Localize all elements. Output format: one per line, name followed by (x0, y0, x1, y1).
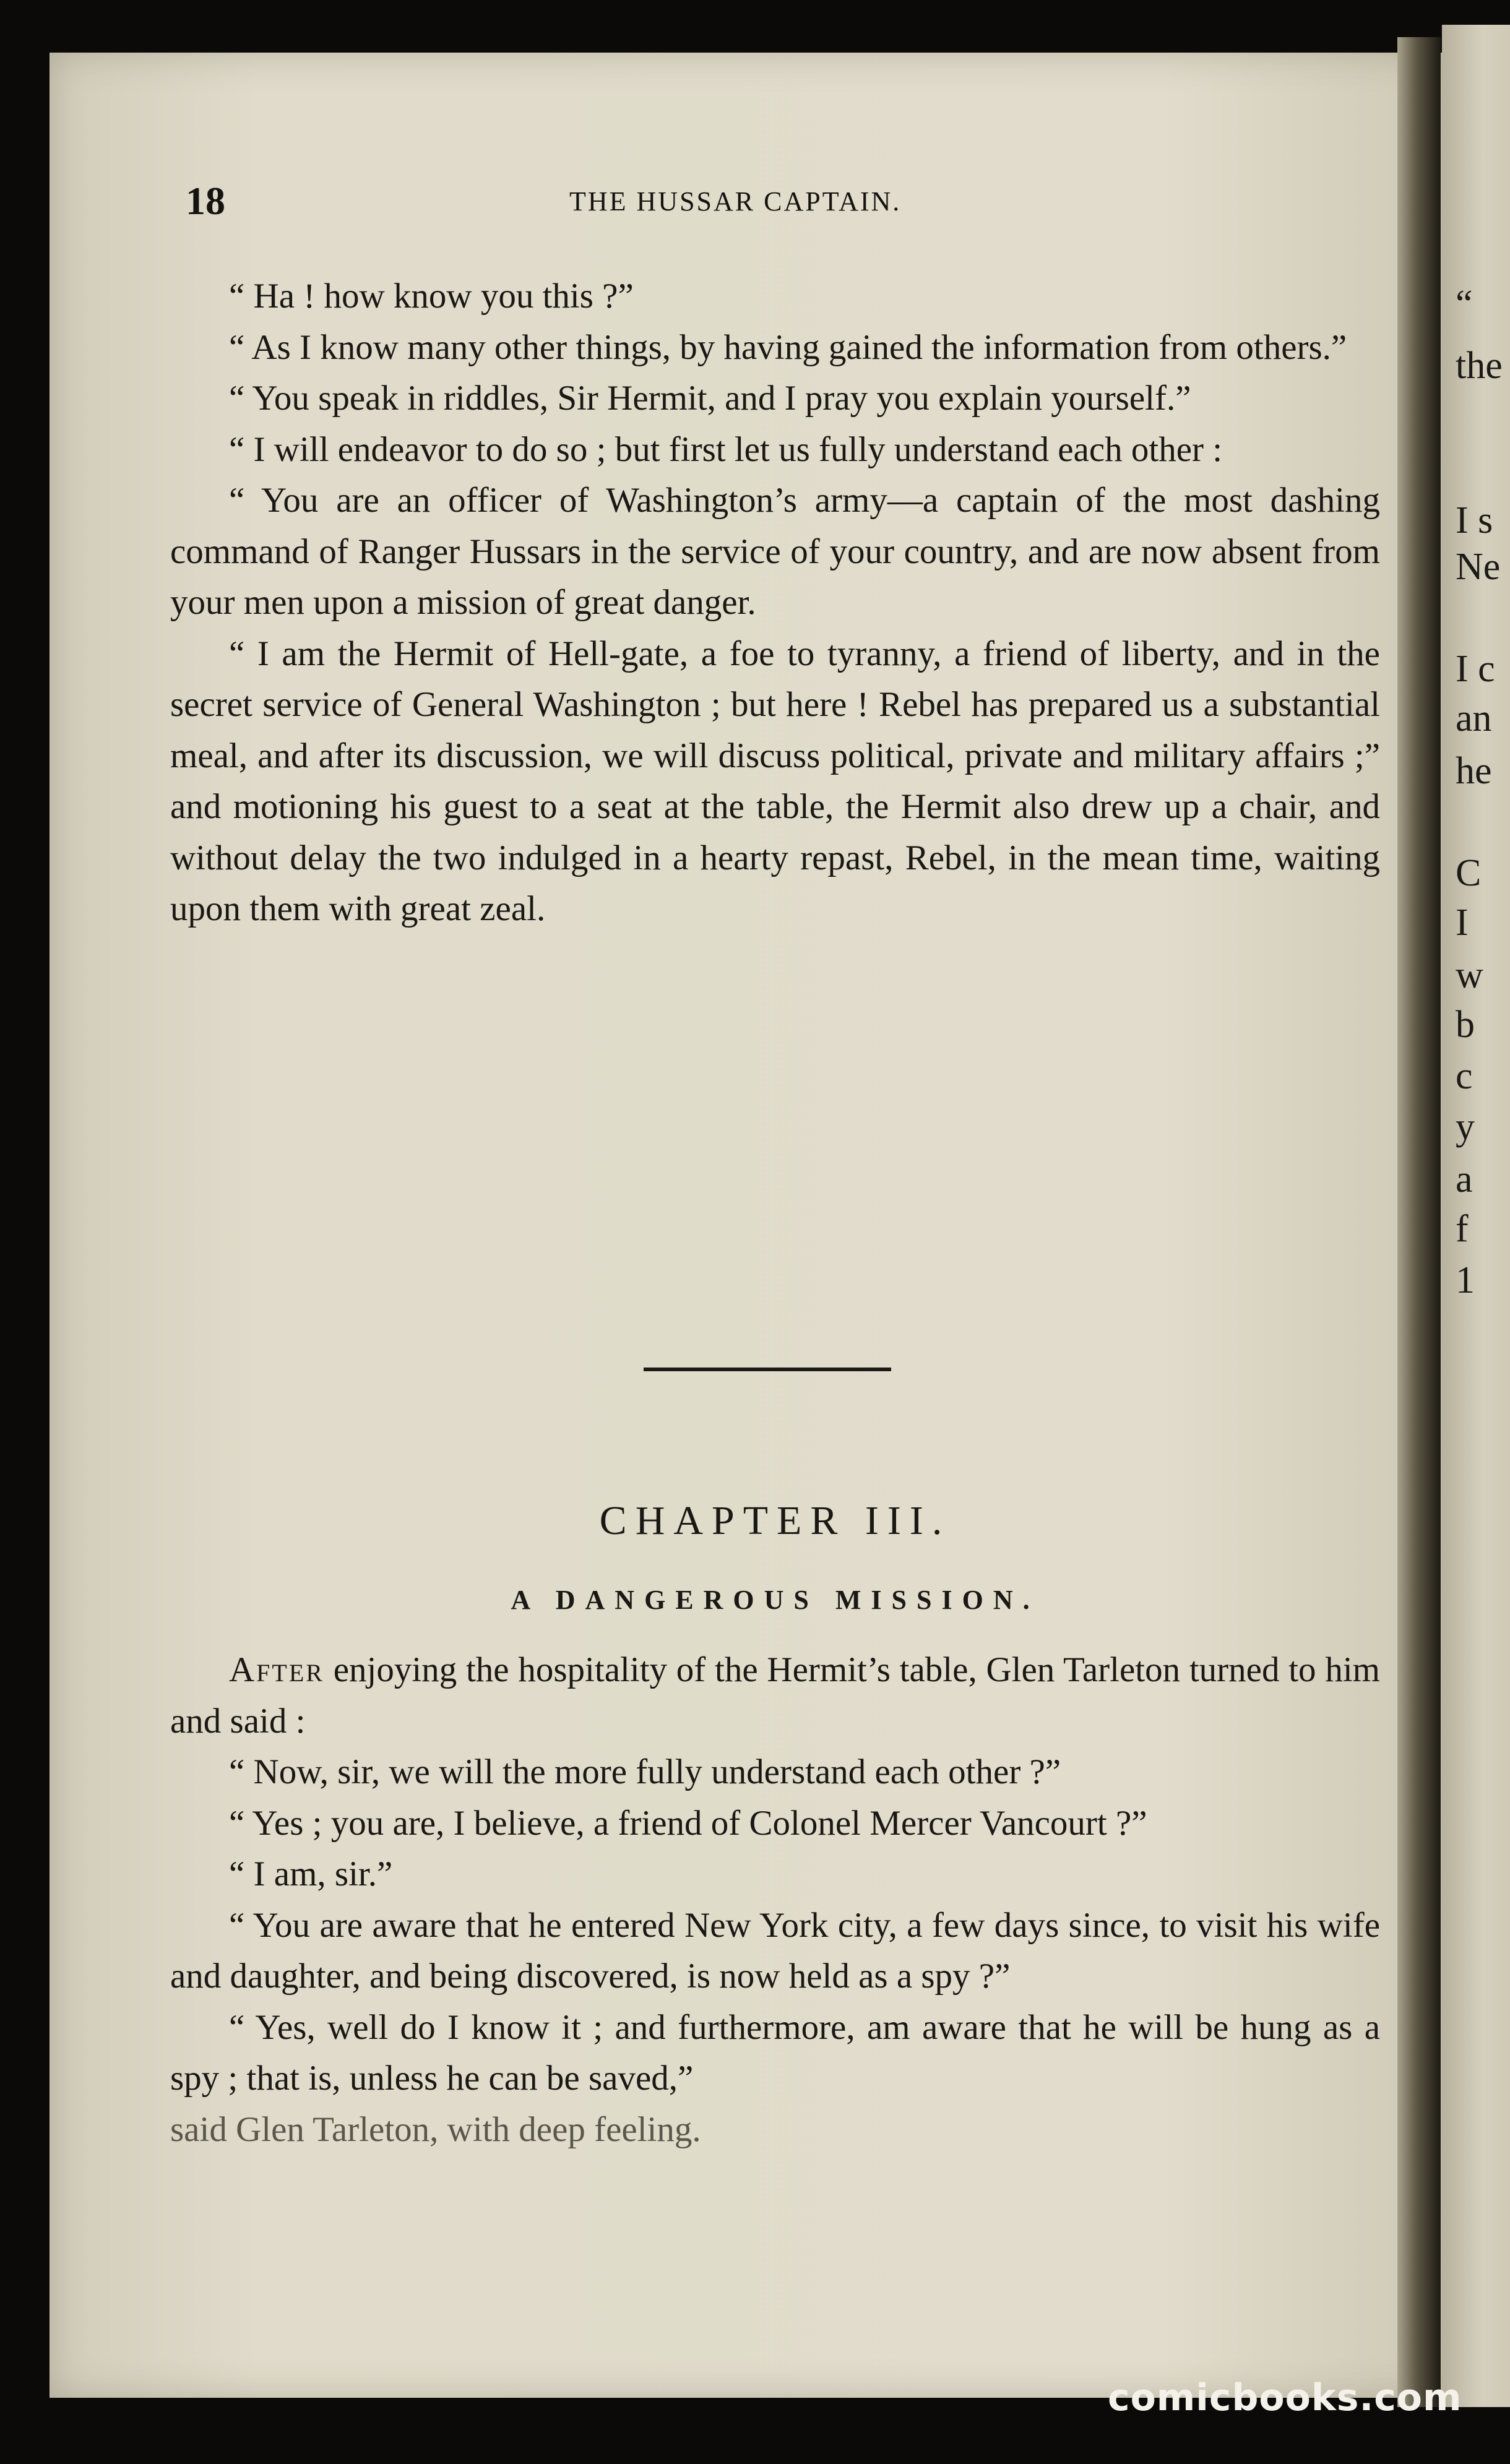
next-page-fragment: “ (1456, 283, 1473, 325)
chapter-subtitle: A DANGEROUS MISSION. (511, 1585, 1040, 1615)
next-page-fragment: a (1456, 1158, 1473, 1200)
paragraph: “ Now, sir, we will the more fully understand each other ?” (229, 1752, 1061, 1791)
page-header (186, 178, 1380, 228)
paragraph: “ I am the Hermit of Hell-gate, a foe to tyranny, a friend of liberty, and in the secret service of General Washington ; but here ! Rebel has prepared us a substantial meal, and after its discussion, we will discuss political, private and military affairs ;” and motioning his guest to a seat at the table, the Hermit also drew up a chair, and without delay the two indulged in a hearty repast, Rebel, in the mean time, waiting upon them with great zeal. (170, 634, 1380, 928)
next-page-fragment: I s (1456, 499, 1493, 541)
page-number: 18 (186, 179, 225, 223)
next-page-fragment: Ne (1456, 546, 1501, 588)
section-2-text (170, 1645, 1380, 2155)
paragraph: “ Yes, well do I know it ; and furthermore, am aware that he will be hung as a spy ; that is, unless he can be saved,” (170, 2007, 1380, 2098)
paragraph-last-line: said Glen Tarleton, with deep feeling. (170, 2109, 701, 2149)
paragraph: “ I am, sir.” (229, 1854, 393, 1893)
watermark: comicbooks.com (1108, 2376, 1462, 2419)
next-page-fragment: w (1456, 954, 1483, 996)
next-page-fragment: I c (1456, 648, 1495, 690)
paragraph: “ You are an officer of Washington’s army—a captain of the most dashing command of Ranger Hussars in the service of your country, and are now absent from your men upon a mission of great danger. (170, 481, 1380, 622)
paragraph: “ You speak in riddles, Sir Hermit, and I pray you explain yourself.” (229, 379, 1191, 418)
paragraph-text: enjoying the hospitality of the Hermit’s table, Glen Tarleton turned to him and said : (170, 1650, 1380, 1741)
paragraph: “ I will endeavor to do so ; but first let us fully understand each other : (229, 429, 1223, 469)
next-page-fragment: b (1456, 1004, 1475, 1046)
next-page-fragment: an (1456, 697, 1492, 739)
page-gutter (1397, 37, 1441, 2407)
paragraph: “ As I know many other things, by having gained the information from others.” (229, 327, 1347, 367)
running-head: THE HUSSAR CAPTAIN. (569, 186, 902, 217)
next-page-fragment: C (1456, 852, 1482, 894)
next-page-fragment: 1 (1456, 1259, 1475, 1301)
next-page-fragment: c (1456, 1055, 1473, 1097)
next-page-fragment: f (1456, 1208, 1469, 1250)
paragraph: “ Ha ! how know you this ?” (229, 277, 634, 316)
drop-word: After (229, 1650, 324, 1689)
next-page-fragment: he (1456, 750, 1492, 792)
next-page-fragment: the (1456, 345, 1503, 387)
paragraph: “ Yes ; you are, I believe, a friend of Colonel Mercer Vancourt ?” (229, 1803, 1147, 1843)
next-page-edge (1442, 25, 1510, 2407)
paragraph (170, 1645, 1380, 1747)
section-1-text (170, 271, 1380, 935)
next-page-fragment: y (1456, 1106, 1475, 1148)
chapter-title: CHAPTER III. (599, 1498, 951, 1543)
paragraph: “ You are aware that he entered New York city, a few days since, to visit his wife and daughter, and being discovered, is now held as a spy ?” (170, 1905, 1380, 1996)
section-divider (644, 1368, 891, 1371)
next-page-fragment: I (1456, 902, 1469, 944)
